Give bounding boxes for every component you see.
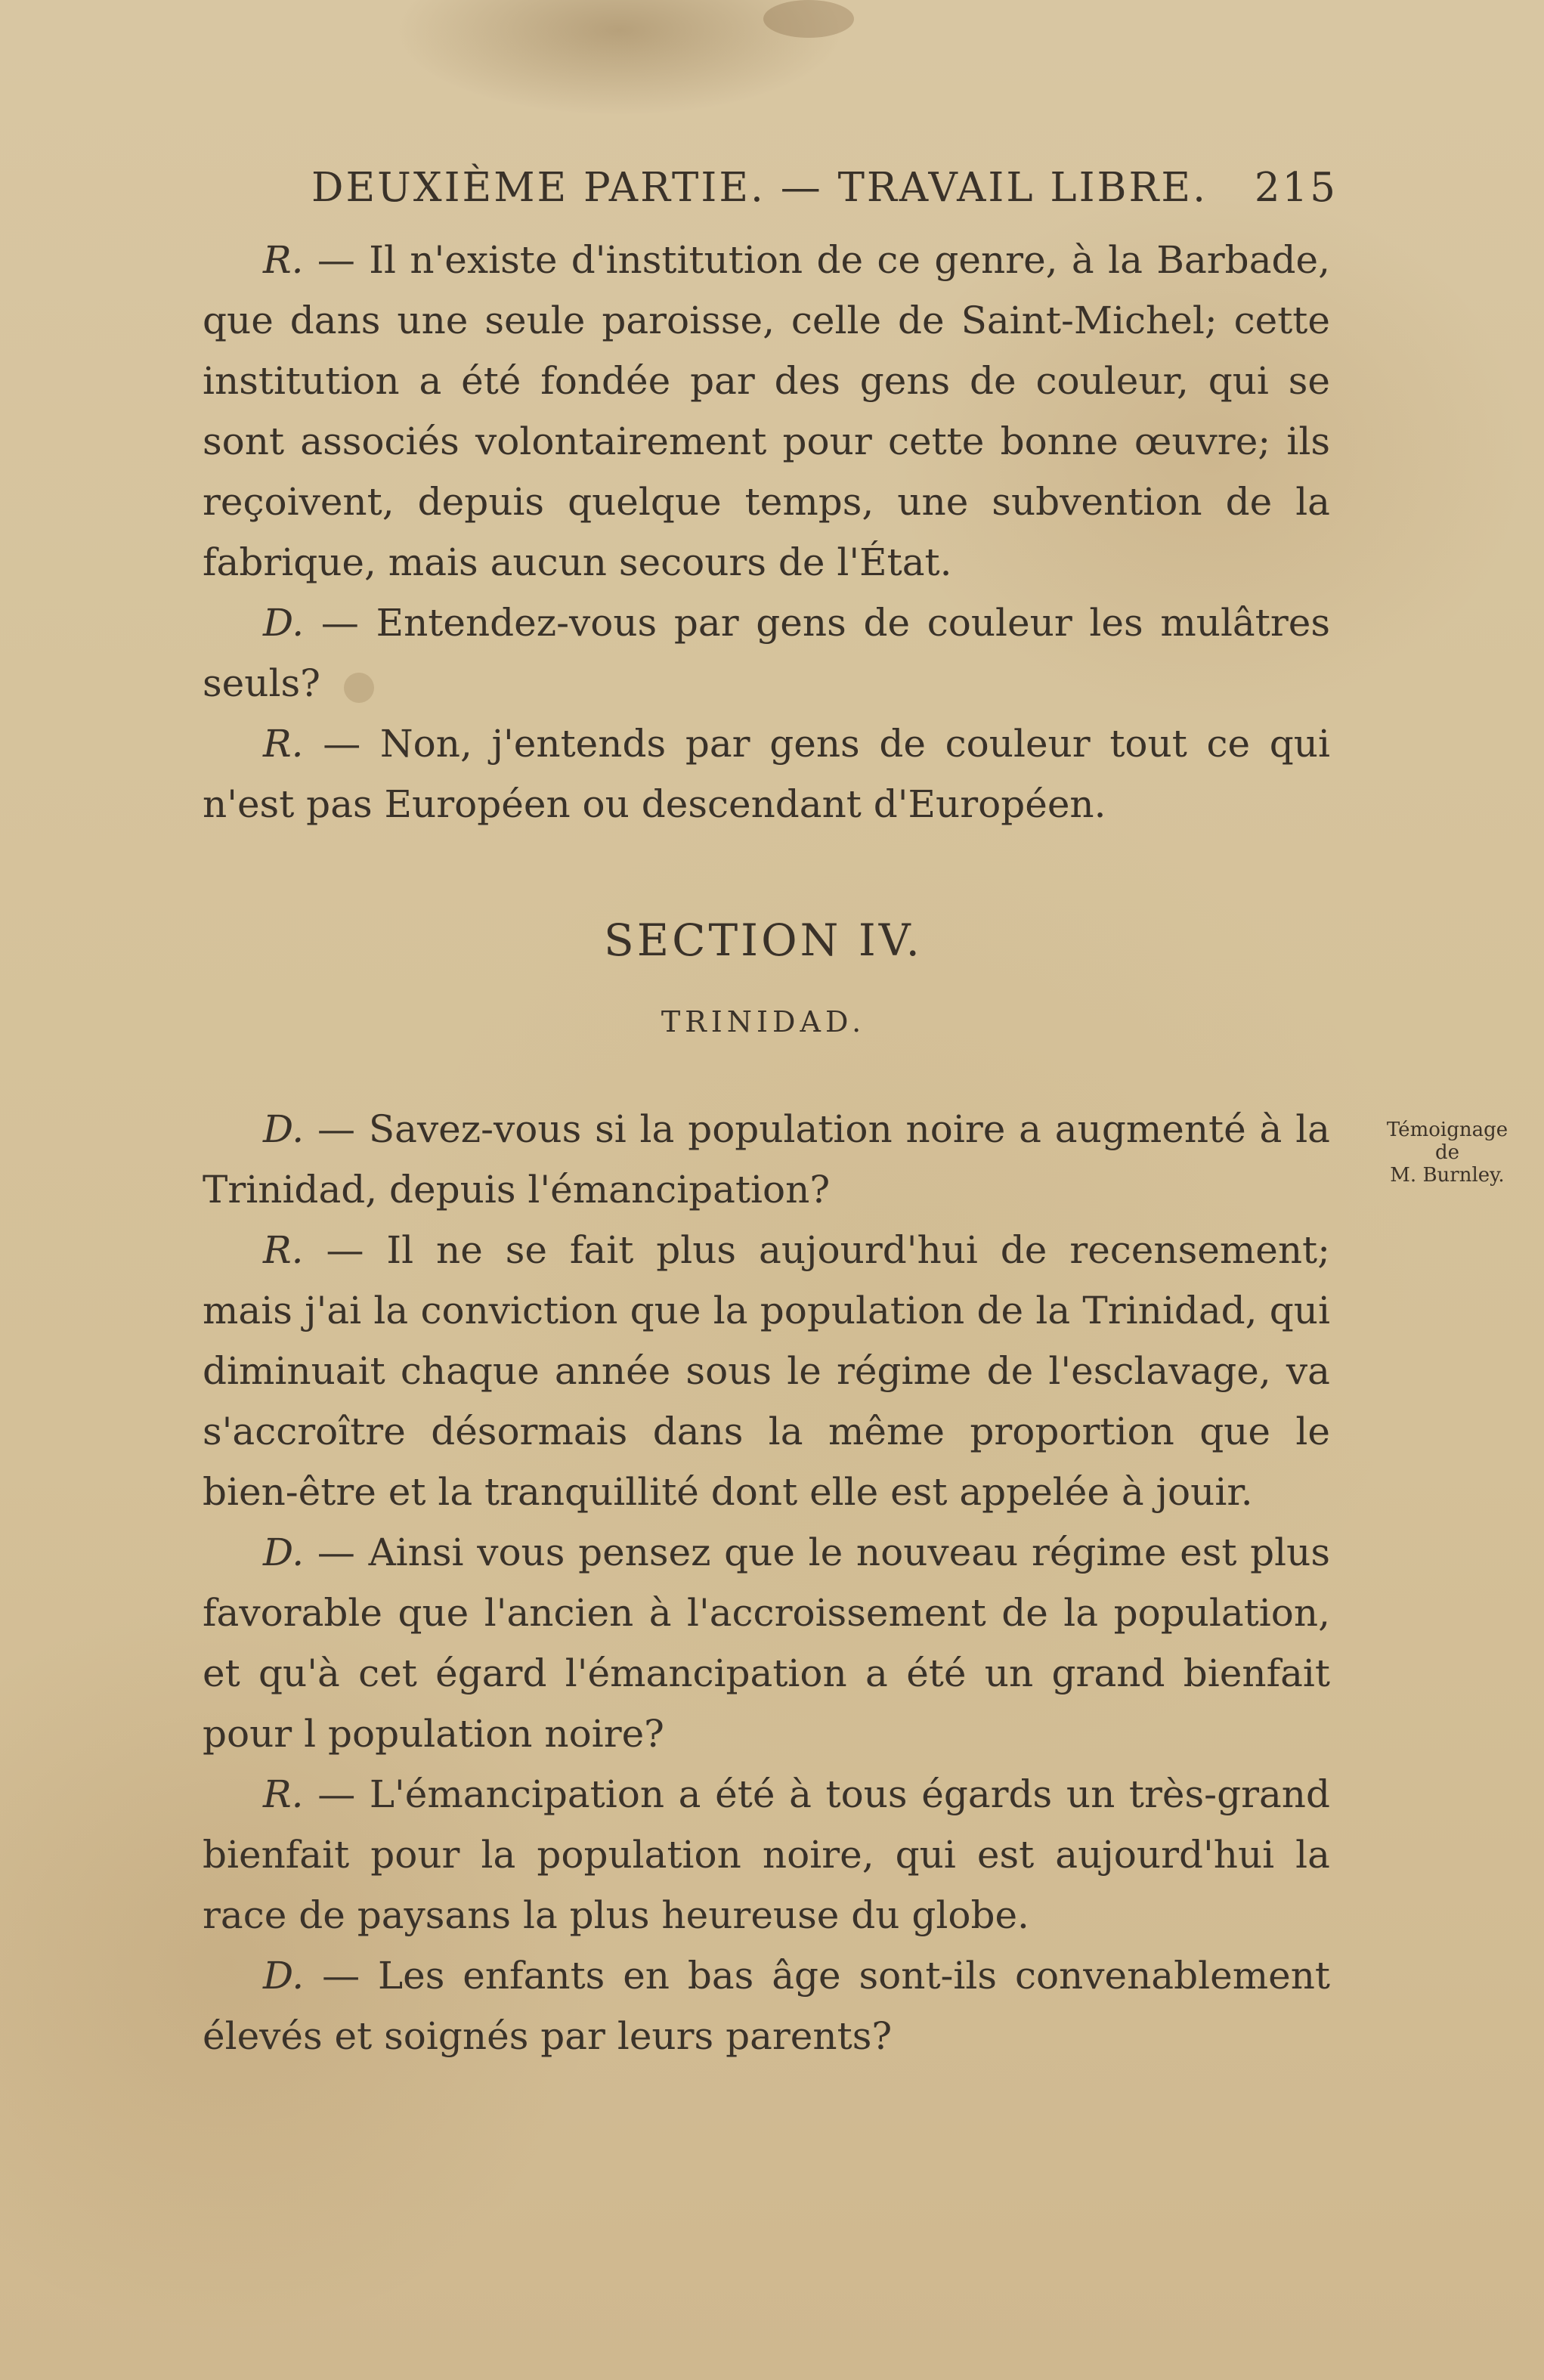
text-block-after-section xyxy=(203,1099,1330,2066)
paragraph xyxy=(203,593,1330,713)
paragraph xyxy=(203,1945,1330,2066)
margin-note-line: de xyxy=(1434,1141,1460,1164)
margin-note-line: Témoignage xyxy=(1386,1119,1508,1141)
section-title: SECTION IV. xyxy=(604,915,923,966)
running-header xyxy=(311,165,1338,211)
paragraph-text: — Les enfants en bas âge sont-ils convenablement élevés et soignés par leurs parents? xyxy=(203,1954,1330,2058)
margin-note-line: M. Burnley. xyxy=(1390,1164,1505,1187)
speaker-label: D. xyxy=(263,601,305,645)
paragraph-text: — Ainsi vous pensez que le nouveau régime est plus favorable que l'ancien à l'accroissement de la population, et qu'à cet égard l'émancipation a été un grand bienfait pour l population noire? xyxy=(203,1530,1330,1756)
margin-note xyxy=(1360,1119,1534,1187)
page-number: 215 xyxy=(1254,165,1338,211)
paragraph-text: — Savez-vous si la population noire a augmenté à la Trinidad, depuis l'émancipation? xyxy=(203,1107,1330,1212)
speaker-label: R. xyxy=(263,1772,304,1816)
running-title: DEUXIÈME PARTIE. — TRAVAIL LIBRE. xyxy=(311,165,1208,211)
speaker-label: D. xyxy=(263,1954,305,1998)
paragraph-text: — Il n'existe d'institution de ce genre, à la Barbade, que dans une seule paroisse, celle de Saint-Michel; cette institution a été fondée par des gens de couleur, qui se sont associés volontairement pour cette bonne œuvre; ils reçoivent, depuis quelque temps, une subvention de la fabrique, mais aucun secours de l'État. xyxy=(203,238,1330,584)
paragraph xyxy=(203,1099,1330,1220)
paragraph xyxy=(203,230,1330,593)
paragraph xyxy=(203,1764,1330,1945)
speaker-label: D. xyxy=(263,1107,305,1151)
paragraph-text: — Non, j'entends par gens de couleur tout ce qui n'est pas Européen ou descendant d'Européen. xyxy=(203,722,1330,826)
section-subtitle: TRINIDAD. xyxy=(661,1005,866,1038)
paragraph xyxy=(203,1220,1330,1522)
text-block-before-section xyxy=(203,230,1330,834)
paragraph-text: — Il ne se fait plus aujourd'hui de recensement; mais j'ai la conviction que la population de la Trinidad, qui diminuait chaque année sous le régime de l'esclavage, va s'accroître désormais dans la même proportion que le bien-être et la tranquillité dont elle est appelée à jouir. xyxy=(203,1228,1330,1514)
speaker-label: R. xyxy=(263,722,304,766)
paragraph-text: — Entendez-vous par gens de couleur les mulâtres seuls? xyxy=(203,601,1330,705)
paper-stain xyxy=(763,0,854,38)
speaker-label: D. xyxy=(263,1530,305,1574)
speaker-label: R. xyxy=(263,238,304,282)
paragraph-text: — L'émancipation a été à tous égards un très-grand bienfait pour la population noire, qui est aujourd'hui la race de paysans la plus heureuse du globe. xyxy=(203,1772,1330,1937)
paragraph xyxy=(203,713,1330,834)
speaker-label: R. xyxy=(263,1228,304,1272)
paragraph xyxy=(203,1522,1330,1764)
